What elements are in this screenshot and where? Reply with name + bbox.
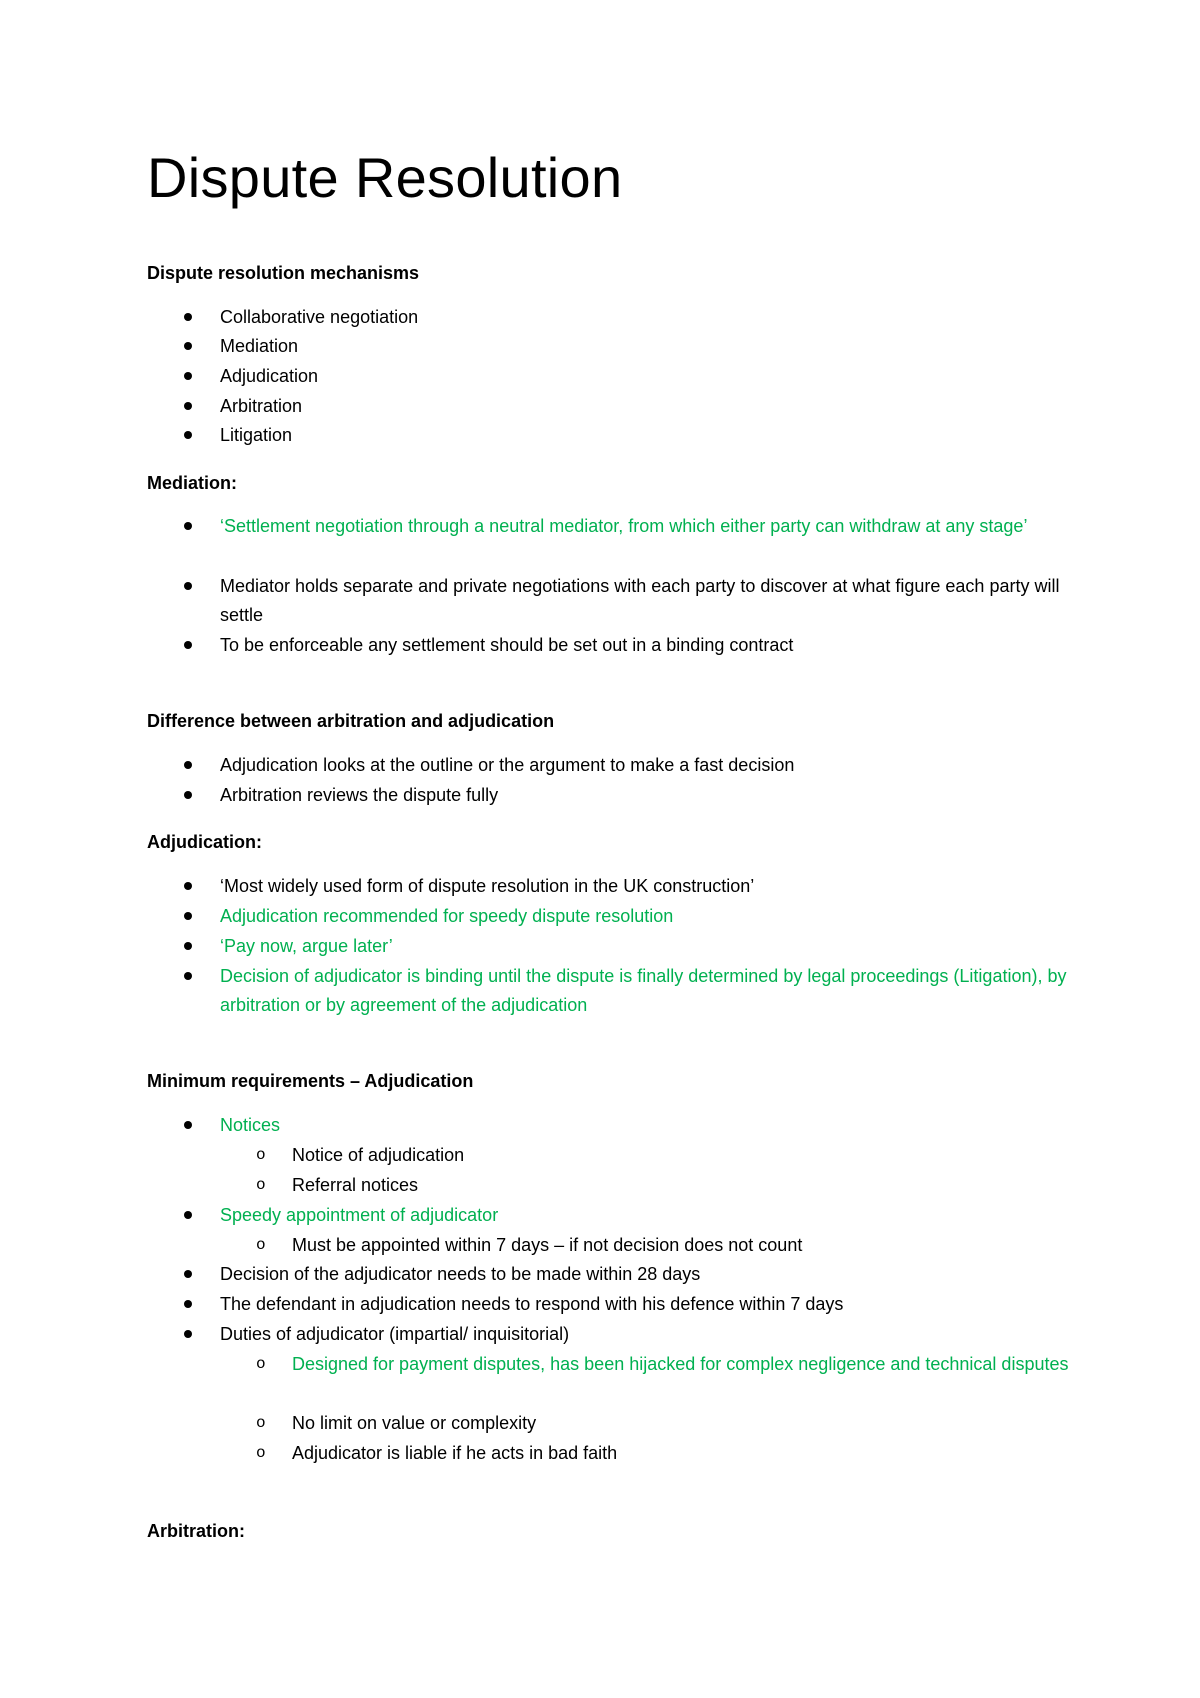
sub-bullet-icon: o	[256, 1444, 266, 1462]
sub-list-item: Referral notices	[292, 1175, 419, 1195]
bullet-icon	[184, 431, 192, 439]
list-item: Decision of the adjudicator needs to be made within 28 days	[220, 1264, 701, 1284]
sub-bullet-icon: o	[256, 1236, 266, 1254]
sub-bullet-icon: o	[256, 1176, 266, 1194]
bullet-icon	[184, 912, 192, 920]
bullet-icon	[184, 372, 192, 380]
bullet-icon	[184, 761, 192, 769]
sub-bullet-icon: o	[256, 1414, 266, 1432]
bullet-icon	[184, 1270, 192, 1278]
list-item: Collaborative negotiation	[220, 307, 419, 327]
sub-list-item: Notice of adjudication	[292, 1145, 465, 1165]
list-item: ‘Pay now, argue later’	[220, 936, 393, 956]
list-item: Litigation	[220, 425, 293, 445]
bullet-icon	[184, 522, 192, 530]
bullet-icon	[184, 791, 192, 799]
sub-bullet-icon: o	[256, 1355, 266, 1373]
bullet-icon	[184, 972, 192, 980]
sub-list-item: Designed for payment disputes, has been hijacked for complex negligence and technical disputes	[292, 1354, 1069, 1374]
list-item: Mediation	[220, 336, 299, 356]
bullet-icon	[184, 582, 192, 590]
heading-arbitration: Arbitration:	[147, 1521, 245, 1541]
list-item: The defendant in adjudication needs to respond with his defence within 7 days	[220, 1294, 844, 1314]
sub-bullet-icon: o	[256, 1146, 266, 1164]
sub-list-item: No limit on value or complexity	[292, 1413, 537, 1433]
bullet-icon	[184, 402, 192, 410]
list-item: Adjudication	[220, 366, 319, 386]
bullet-icon	[184, 313, 192, 321]
list-item: Notices	[220, 1115, 281, 1135]
bullet-icon	[184, 1330, 192, 1338]
bullet-icon	[184, 1121, 192, 1129]
heading-difference: Difference between arbitration and adjudication	[147, 711, 555, 731]
heading-mediation: Mediation:	[147, 473, 237, 493]
list-item: Arbitration reviews the dispute fully	[220, 785, 499, 805]
bullet-icon	[184, 641, 192, 649]
heading-minimum-requirements: Minimum requirements – Adjudication	[147, 1071, 474, 1091]
bullet-icon	[184, 1211, 192, 1219]
list-item: Speedy appointment of adjudicator	[220, 1205, 499, 1225]
list-item: Mediator holds separate and private negotiations with each party to discover at what figure each party will settle	[220, 576, 1060, 625]
heading-mechanisms: Dispute resolution mechanisms	[147, 263, 420, 283]
heading-adjudication: Adjudication:	[147, 832, 262, 852]
sub-list-item: Adjudicator is liable if he acts in bad faith	[292, 1443, 618, 1463]
sub-list-item: Must be appointed within 7 days – if not decision does not count	[292, 1235, 803, 1255]
list-item: Arbitration	[220, 396, 303, 416]
list-item: ‘Most widely used form of dispute resolution in the UK construction’	[220, 876, 755, 896]
list-item: Adjudication recommended for speedy dispute resolution	[220, 906, 674, 926]
list-item: ‘Settlement negotiation through a neutral mediator, from which either party can withdraw at any stage’	[220, 516, 1028, 536]
list-item: To be enforceable any settlement should be set out in a binding contract	[220, 635, 794, 655]
list-item: Adjudication looks at the outline or the argument to make a fast decision	[220, 755, 795, 775]
page-title: Dispute Resolution	[147, 146, 623, 209]
list-item: Duties of adjudicator (impartial/ inquisitorial)	[220, 1324, 570, 1344]
bullet-icon	[184, 342, 192, 350]
bullet-icon	[184, 1300, 192, 1308]
list-item: Decision of adjudicator is binding until the dispute is finally determined by legal proceedings (Litigation), by arbitration or by agreement of the adjudication	[220, 966, 1067, 1015]
bullet-icon	[184, 882, 192, 890]
bullet-icon	[184, 942, 192, 950]
